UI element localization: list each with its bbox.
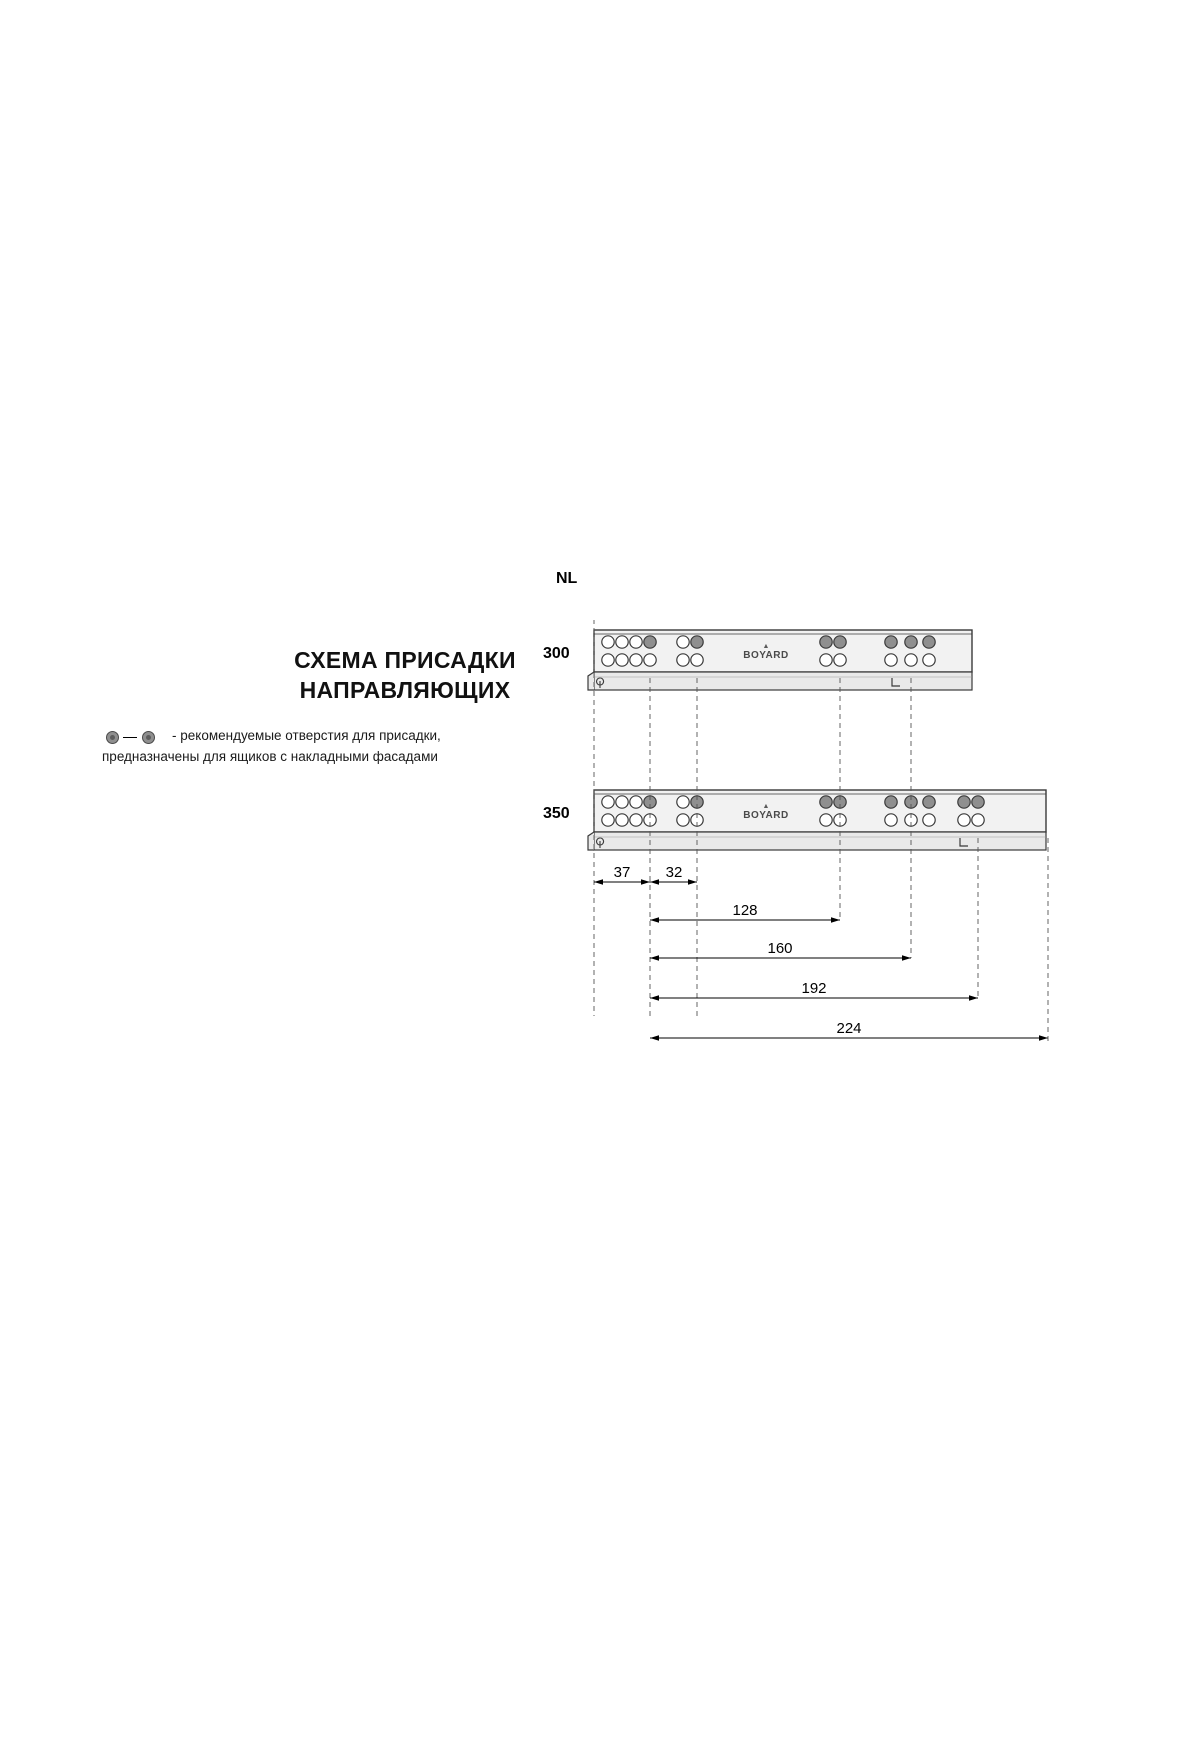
dim-value-192: 192	[801, 980, 827, 997]
title-line-1: СХЕМА ПРИСАДКИ	[294, 647, 516, 673]
label-nl: NL	[556, 570, 578, 587]
label-nl-300: 300	[543, 645, 570, 662]
rail-350	[588, 790, 1046, 850]
dimension-lines	[594, 838, 1048, 1044]
rail-300	[588, 630, 972, 690]
label-nl-350: 350	[543, 805, 570, 822]
dim-value-224: 224	[836, 1020, 862, 1037]
legend-text-line-1: - рекомендуемые отверстия для присадки,	[172, 728, 441, 743]
page-title	[255, 645, 555, 705]
legend-dash-line	[123, 737, 137, 738]
svg-text:▲: ▲	[762, 643, 770, 650]
legend-markers	[102, 728, 172, 748]
dim-value-128: 128	[732, 902, 758, 919]
legend-hole-marker-icon	[106, 731, 119, 744]
legend-hole-marker-icon	[142, 731, 155, 744]
legend	[102, 727, 572, 766]
svg-text:▲: ▲	[762, 803, 770, 810]
dimension-values	[614, 864, 862, 1037]
legend-text-line-2: предназначены для ящиков с накладными фасадами	[102, 749, 438, 764]
title-line-2: НАПРАВЛЯЮЩИХ	[299, 677, 511, 703]
svg-text:BOYARD: BOYARD	[743, 650, 789, 661]
technical-drawing	[520, 620, 1140, 1060]
dim-value-160: 160	[767, 940, 793, 957]
dim-value-37: 37	[613, 864, 631, 881]
svg-text:BOYARD: BOYARD	[743, 810, 789, 821]
dim-value-32: 32	[665, 864, 683, 881]
